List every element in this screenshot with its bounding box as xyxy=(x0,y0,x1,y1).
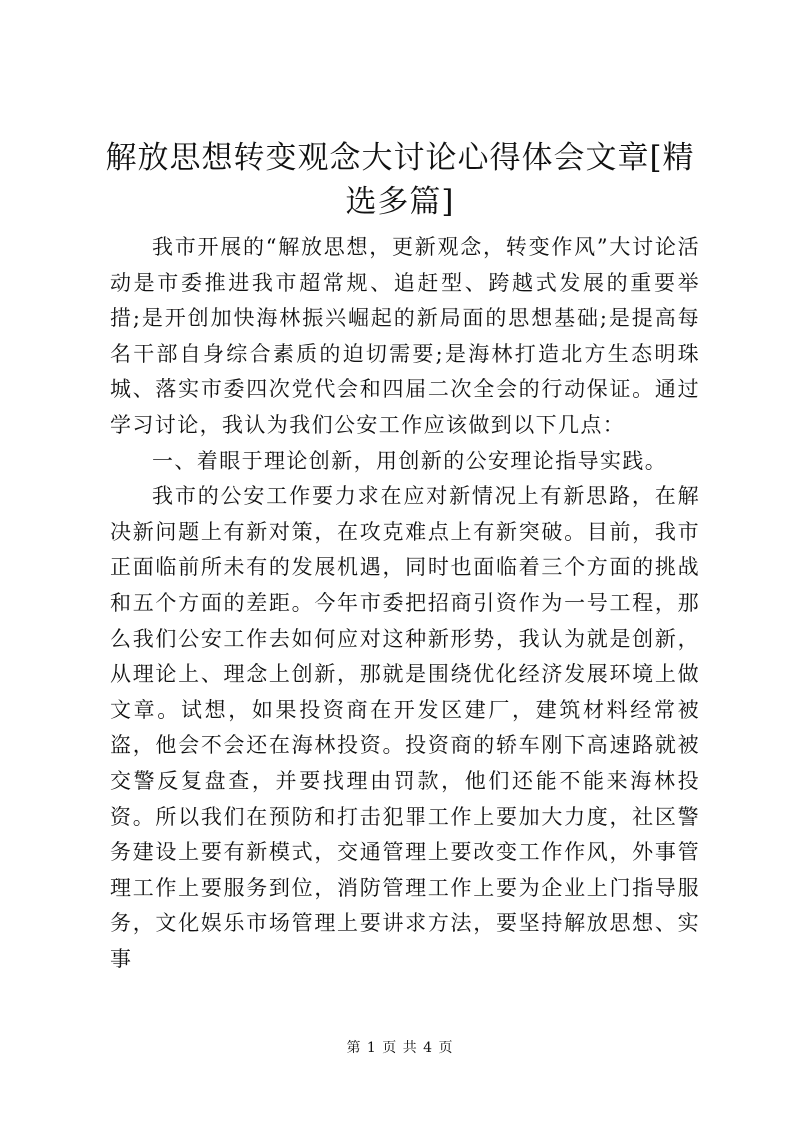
body-paragraph: 我市的公安工作要力求在应对新情况上有新思路，在解决新问题上有新对策，在攻克难点上有新突破。目前，我市正面临前所未有的发展机遇，同时也面临着三个方面的挑战和五个方面的差距。今年市委把招商引资作为一号工程，那么我们公安工作去如何应对这种新形势，我认为就是创新，从理论上、理念上创新，那就是围绕优化经济发展环境上做文章。试想，如果投资商在开发区建厂，建筑材料经常被盗，他会不会还在海林投资。投资商的轿车刚下高速路就被交警反复盘查，并要找理由罚款，他们还能不能来海林投资。所以我们在预防和打击犯罪工作上要加大力度，社区警务建设上要有新模式，交通管理上要改变工作作风，外事管理工作上要服务到位，消防管理工作上要为企业上门指导服务，文化娱乐市场管理上要讲求方法，要坚持解放思想、实事 xyxy=(110,484,700,971)
document-body xyxy=(110,230,700,977)
document-title: 解放思想转变观念大讨论心得体会文章[精选多篇] xyxy=(105,140,695,220)
page-number-footer: 第 1 页 共 4 页 xyxy=(346,1040,454,1056)
section-heading: 一、着眼于理论创新，用创新的公安理论指导实践。 xyxy=(152,448,668,473)
intro-paragraph: 我市开展的“解放思想，更新观念，转变作风”大讨论活动是市委推进我市超常规、追赶型、跨越式发展的重要举措;是开创加快海林振兴崛起的新局面的思想基础;是提高每名干部自身综合素质的迫切需要;是海林打造北方生态明珠城、落实市委四次党代会和四届二次全会的行动保证。通过学习讨论，我认为我们公安工作应该做到以下几点： xyxy=(110,235,700,437)
